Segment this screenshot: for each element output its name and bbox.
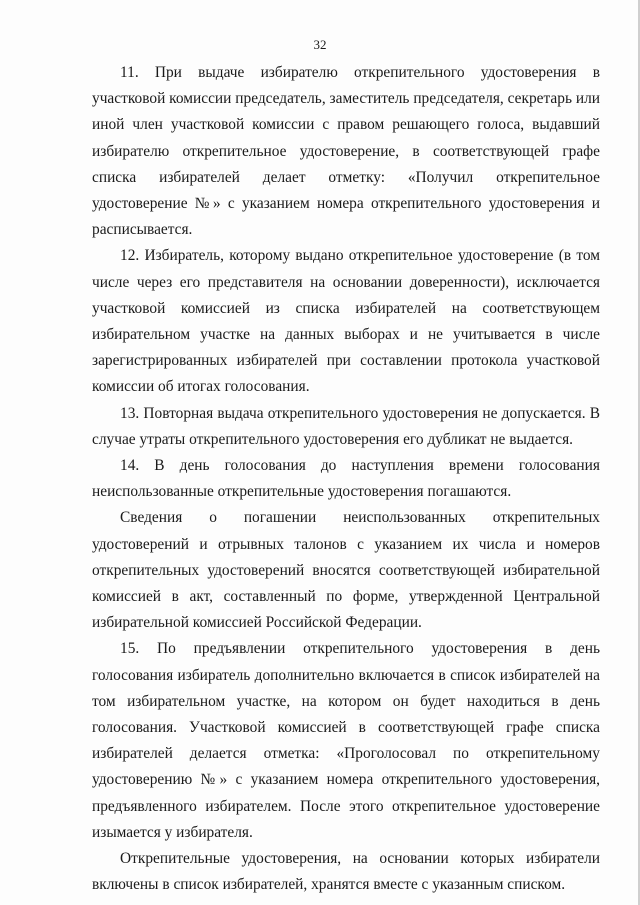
- page-number: 32: [313, 37, 327, 52]
- paragraph-14: 14. В день голосования до наступления времени голосования неиспользованные открепительные удостоверения погашаются.: [92, 457, 600, 501]
- paragraph-15-storage: Открепительные удостоверения, на основании которых избиратели включены в список избирателей, хранятся вместе с указанным списком.: [92, 850, 600, 894]
- document-body: [92, 60, 600, 899]
- paragraph-15: 15. По предъявлении открепительного удостоверения в день голосования избиратель дополнительно включается в список избирателей на том избирательном участке, на котором он будет находиться в день голосования. Участковой комиссией в соответствующей графе списка избирателей делается отметка: «Проголосовал по открепительному удостоверению №» с указанием номера открепительного удостоверения, предъявленного избирателем. После этого открепительное удостоверение изымается у избирателя.: [92, 640, 600, 841]
- paragraph-12: 12. Избиратель, которому выдано открепительное удостоверение (в том числе через его представителя на основании доверенности), исключается участковой комиссией из списка избирателей на соответствующем избирательном участке на данных выборах и не учитывается в числе зарегистрированных избирателей при составлении протокола участковой комиссии об итогах голосования.: [92, 247, 600, 396]
- paragraph-11: 11. При выдаче избирателю открепительного удостоверения в участковой комиссии председатель, заместитель председателя, секретарь или иной член участковой комиссии с правом решающего голоса, выдавший избирателю открепительное удостоверение, в соответствующей графе списка избирателей делает отметку: «Получил открепительное удостоверение №» с указанием номера открепительного удостоверения и расписывается.: [92, 64, 600, 239]
- paragraph-13: 13. Повторная выдача открепительного удостоверения не допускается. В случае утраты открепительного удостоверения его дубликат не выдается.: [92, 404, 600, 448]
- paragraph-14-details: Сведения о погашении неиспользованных открепительных удостоверений и отрывных талонов с указанием их числа и номеров открепительных удостоверений вносятся соответствующей избирательной комиссией в акт, составленный по форме, утвержденной Центральной избирательной комиссией Российской Федерации.: [92, 509, 600, 632]
